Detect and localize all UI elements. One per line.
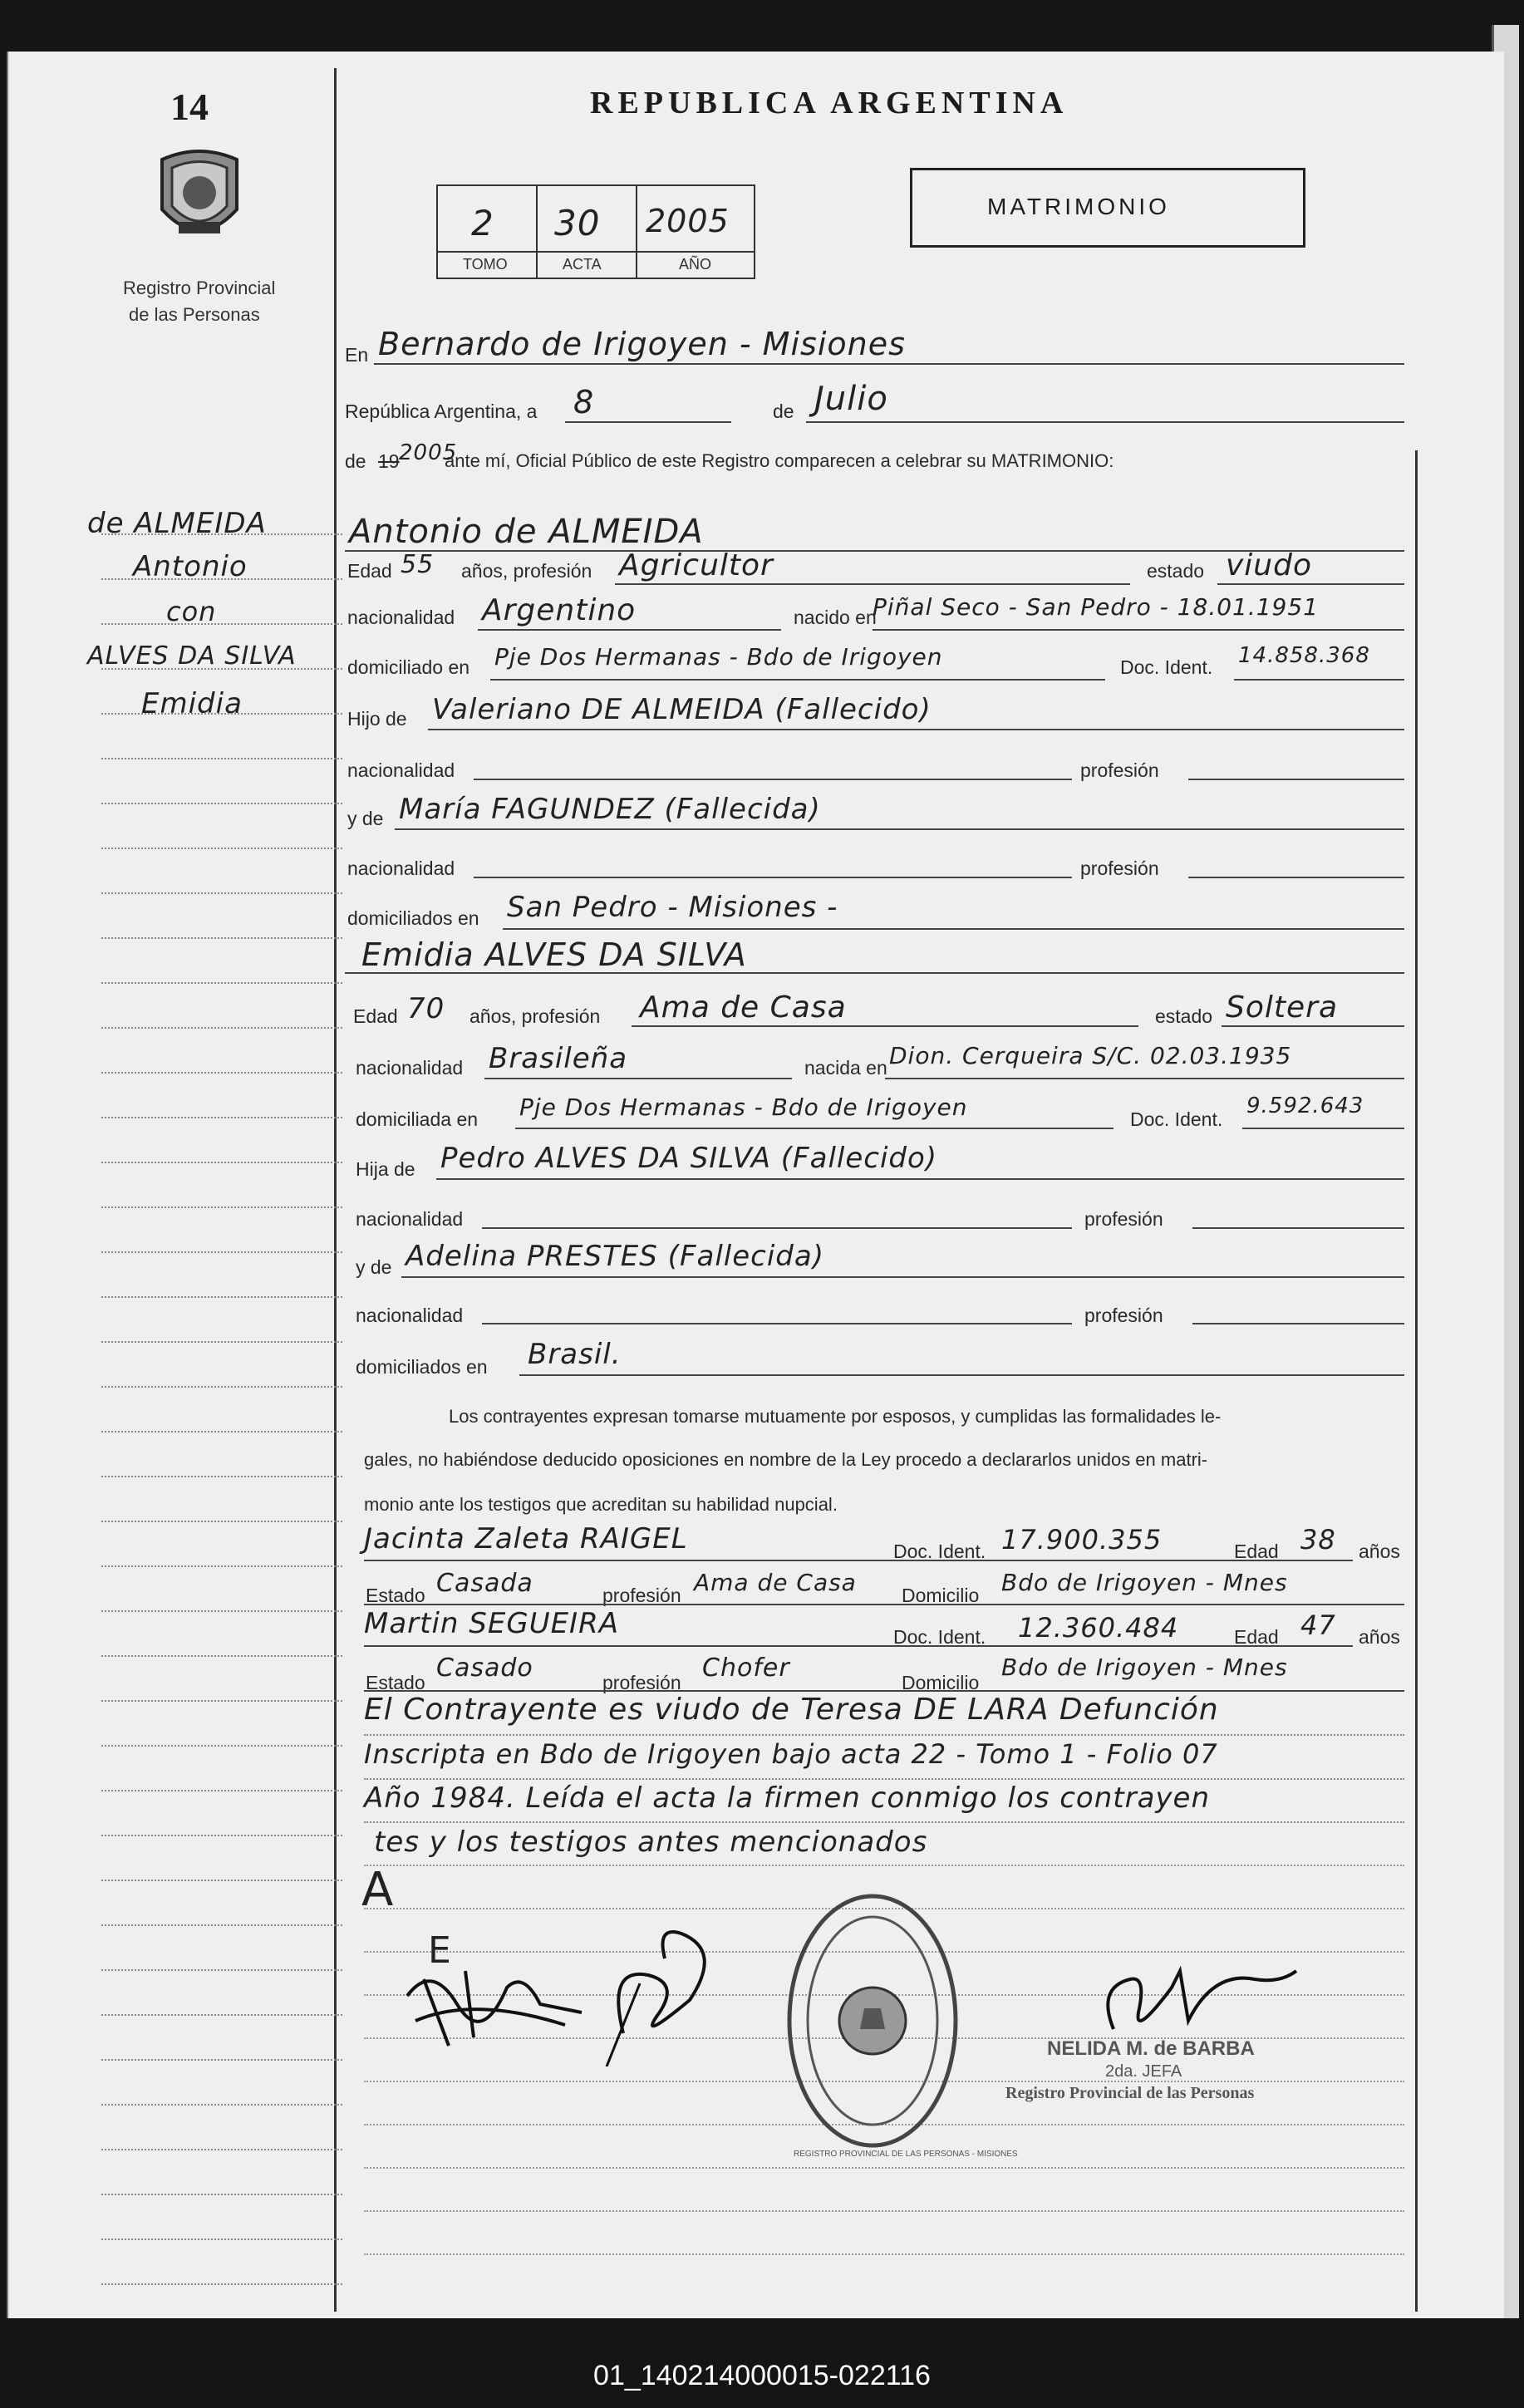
- registry-line2: de las Personas: [129, 304, 260, 325]
- witness1-line2: [364, 1604, 1404, 1605]
- groom-name: Antonio de ALMEIDA: [349, 513, 704, 551]
- tomo-label: TOMO: [463, 256, 508, 273]
- margin-rule: [101, 1610, 342, 1612]
- republica-label: República Argentina, a: [345, 401, 538, 422]
- witness2-dom-label: Domicilio: [902, 1672, 980, 1693]
- margin-rule: [101, 713, 342, 715]
- book-divider-h: [438, 251, 754, 253]
- declaration-line2: gales, no habiéndose deducido oposiciones en nombre de la Ley procedo a declararlos unidos en matri-: [364, 1449, 1208, 1470]
- witness1-doc: 17.900.355: [1001, 1524, 1163, 1555]
- groom-nacido-line: [873, 629, 1404, 631]
- de-label: de: [773, 401, 794, 422]
- bride-yde-label: y de: [356, 1256, 392, 1278]
- body-rule: [364, 2210, 1404, 2212]
- margin-rule: [101, 2104, 342, 2106]
- margin-divider: [334, 68, 337, 2312]
- bride-name-line: [345, 972, 1404, 974]
- groom-dom-line: [490, 679, 1105, 681]
- margin-rule: [101, 1431, 342, 1433]
- document-page: [7, 52, 1504, 2318]
- groom-nac-label: nacionalidad: [347, 607, 455, 628]
- margin-rule: [101, 848, 342, 849]
- witness1-estado: Casada: [436, 1569, 533, 1598]
- groom-prof3-line: [1188, 877, 1404, 878]
- country-title: REPUBLICA ARGENTINA: [590, 86, 1069, 120]
- bride-domp-label: domiciliados en: [356, 1356, 488, 1378]
- declaration-line1: Los contrayentes expresan tomarse mutuamente por esposos, y cumplidas las formalidades le-: [449, 1406, 1222, 1427]
- groom-domp-label: domiciliados en: [347, 907, 479, 929]
- groom-mother-line: [395, 828, 1404, 830]
- page-number: 14: [170, 86, 209, 128]
- bride-mother-line: [401, 1276, 1404, 1278]
- intro-text: ante mí, Oficial Público de este Registro comparecen a celebrar su MATRIMONIO:: [445, 450, 1114, 471]
- year-struck: 19: [378, 450, 400, 472]
- margin-bride-surname: ALVES DA SILVA: [87, 641, 297, 671]
- witness1-dom-label: Domicilio: [902, 1585, 980, 1606]
- bride-nac2-label: nacionalidad: [356, 1208, 464, 1230]
- notes-rule2: [364, 1778, 1404, 1780]
- bride-edad-label: Edad: [353, 1005, 398, 1027]
- groom-hijo-label: Hijo de: [347, 708, 407, 730]
- margin-rule: [101, 1476, 342, 1477]
- witness1-anos-label: años: [1359, 1541, 1400, 1562]
- groom-edad-label: Edad: [347, 560, 392, 582]
- witness2-edad-label: Edad: [1234, 1626, 1279, 1648]
- official-org: Registro Provincial de las Personas: [1005, 2084, 1255, 2102]
- bride-mother: Adelina PRESTES (Fallecida): [406, 1240, 824, 1273]
- bride-estado: Soltera: [1226, 990, 1339, 1025]
- witness2-estado-label: Estado: [366, 1672, 425, 1693]
- bride-doc: 9.592.643: [1246, 1093, 1364, 1118]
- margin-firstname: Antonio: [133, 550, 248, 583]
- margin-rule: [101, 1296, 342, 1298]
- margin-rule: [101, 937, 342, 939]
- margin-rule: [101, 1386, 342, 1388]
- margin-rule: [101, 2283, 342, 2285]
- book-divider-2: [636, 186, 637, 278]
- margin-rule: [101, 803, 342, 804]
- groom-anos-prof-label: años, profesión: [461, 560, 592, 582]
- witness1-prof-label: profesión: [602, 1585, 681, 1606]
- groom-dom-label: domiciliado en: [347, 656, 470, 678]
- witness2-anos-label: años: [1359, 1626, 1400, 1648]
- margin-rule: [101, 1341, 342, 1343]
- bride-dom-label: domiciliada en: [356, 1108, 479, 1130]
- groom-parents-dom: San Pedro - Misiones -: [507, 891, 838, 924]
- mark-a: A: [361, 1863, 395, 1917]
- groom-domicilio: Pje Dos Hermanas - Bdo de Irigoyen: [494, 643, 943, 671]
- bride-domp-line: [519, 1374, 1404, 1376]
- mark-e: E: [428, 1929, 452, 1972]
- witness2-profesion: Chofer: [702, 1654, 790, 1683]
- acta-value: 30: [554, 203, 601, 243]
- bride-nacionalidad: Brasileña: [489, 1042, 628, 1075]
- margin-rule: [101, 2014, 342, 2016]
- witness2-domicilio: Bdo de Irigoyen - Mnes: [1001, 1654, 1288, 1681]
- margin-rule: [101, 892, 342, 894]
- margin-bride-name: Emidia: [141, 687, 243, 720]
- groom-edad: 55: [401, 550, 435, 579]
- official-signature: [1089, 1954, 1305, 2046]
- notes-line4: tes y los testigos antes mencionados: [374, 1826, 928, 1859]
- bride-father-line: [436, 1178, 1404, 1180]
- witness2-prof-label: profesión: [602, 1672, 681, 1693]
- bride-prof3-line: [1192, 1323, 1404, 1324]
- margin-rule: [101, 1206, 342, 1208]
- bride-nacida: Dion. Cerqueira S/C. 02.03.1935: [889, 1042, 1292, 1069]
- month-value: Julio: [814, 380, 888, 418]
- year-value: 2005: [399, 440, 458, 465]
- signature-witness-1: [399, 1946, 598, 2062]
- groom-prof-line: [615, 583, 1130, 585]
- ano-value: 2005: [646, 203, 730, 239]
- bride-estado-label: estado: [1155, 1005, 1213, 1027]
- groom-estado: viudo: [1226, 548, 1312, 582]
- acta-label: ACTA: [563, 256, 602, 273]
- groom-prof2-line: [1188, 779, 1404, 780]
- bride-nac2-line: [482, 1227, 1072, 1229]
- groom-prof3-label: profesión: [1080, 858, 1159, 879]
- groom-nac3-line: [474, 877, 1072, 878]
- bride-nacida-label: nacida en: [804, 1057, 887, 1079]
- signature-witness-2: [590, 1900, 740, 2066]
- groom-domp-line: [503, 928, 1404, 930]
- groom-doc-line: [1234, 679, 1404, 681]
- margin-surname: de ALMEIDA: [87, 507, 267, 540]
- margin-rule: [101, 578, 342, 580]
- groom-nac3-label: nacionalidad: [347, 858, 455, 879]
- groom-doc: 14.858.368: [1238, 643, 1370, 668]
- act-type-box: [910, 168, 1305, 248]
- margin-rule: [101, 1117, 342, 1118]
- de-year-label: de: [345, 450, 366, 472]
- margin-rule: [101, 1835, 342, 1836]
- margin-rule: [101, 1924, 342, 1926]
- bride-father: Pedro ALVES DA SILVA (Fallecido): [440, 1142, 938, 1175]
- margin-rule: [101, 1655, 342, 1657]
- witness1-domicilio: Bdo de Irigoyen - Mnes: [1001, 1569, 1288, 1596]
- groom-nacionalidad: Argentino: [482, 593, 637, 627]
- margin-rule: [101, 1745, 342, 1747]
- footer-id: 01_140214000015-022116: [593, 2360, 931, 2391]
- declaration-line3: monio ante los testigos que acreditan su habilidad nupcial.: [364, 1494, 838, 1515]
- margin-rule: [101, 2149, 342, 2150]
- witness1-edad: 38: [1300, 1524, 1336, 1555]
- margin-rule: [101, 1969, 342, 1971]
- day-value: 8: [573, 384, 595, 420]
- witness1-line: [364, 1560, 1353, 1561]
- day-line: [565, 421, 731, 423]
- right-border: [1415, 450, 1418, 2312]
- groom-yde-label: y de: [347, 808, 384, 829]
- bride-doc-line: [1242, 1128, 1404, 1129]
- bride-dom-line: [515, 1128, 1114, 1129]
- margin-rule: [101, 1565, 342, 1567]
- bride-domicilio: Pje Dos Hermanas - Bdo de Irigoyen: [519, 1093, 968, 1121]
- groom-nacido-label: nacido en: [794, 607, 877, 628]
- margin-rule: [101, 1027, 342, 1029]
- margin-con: con: [166, 596, 217, 627]
- notes-line3: Año 1984. Leída el acta la firmen conmigo los contrayen: [364, 1781, 1210, 1815]
- witness2-edad: 47: [1300, 1609, 1336, 1641]
- month-line: [806, 421, 1404, 423]
- groom-nac2-label: nacionalidad: [347, 759, 455, 781]
- groom-nac-line: [478, 629, 781, 631]
- body-rule: [364, 2253, 1404, 2255]
- groom-estado-label: estado: [1147, 560, 1205, 582]
- margin-rule: [101, 1700, 342, 1702]
- margin-rule: [101, 1880, 342, 1881]
- margin-rule: [101, 668, 342, 670]
- groom-nac2-line: [474, 779, 1072, 780]
- bride-prof-line: [632, 1025, 1138, 1027]
- witness2-doc-label: Doc. Ident.: [893, 1626, 986, 1648]
- bride-nac-label: nacionalidad: [356, 1057, 464, 1079]
- bride-estado-line: [1222, 1025, 1404, 1027]
- bride-nac-line: [484, 1078, 792, 1079]
- book-divider-1: [536, 186, 538, 278]
- ano-label: AÑO: [679, 256, 712, 273]
- bride-nacida-line: [885, 1078, 1404, 1079]
- notes-rule1: [364, 1734, 1404, 1736]
- margin-rule: [101, 2059, 342, 2061]
- bride-nac3-line: [482, 1323, 1072, 1324]
- margin-rule: [101, 533, 342, 535]
- groom-profesion: Agricultor: [619, 548, 774, 582]
- margin-rule: [101, 1790, 342, 1791]
- margin-rule: [101, 1251, 342, 1253]
- body-rule: [364, 1865, 1404, 1866]
- provincial-seal-icon: [154, 143, 245, 251]
- groom-doc-label: Doc. Ident.: [1120, 656, 1213, 678]
- margin-rule: [101, 623, 342, 625]
- place-value: Bernardo de Irigoyen - Misiones: [378, 326, 906, 362]
- witness2-line2: [364, 1690, 1404, 1692]
- notes-line2: Inscripta en Bdo de Irigoyen bajo acta 22 - Tomo 1 - Folio 07: [364, 1738, 1218, 1770]
- witness2-line: [364, 1645, 1353, 1647]
- notes-rule3: [364, 1821, 1404, 1823]
- margin-rule: [101, 1162, 342, 1163]
- bride-doc-label: Doc. Ident.: [1130, 1108, 1223, 1130]
- bride-edad: 70: [407, 992, 445, 1025]
- bride-anos-prof-label: años, profesión: [469, 1005, 601, 1027]
- witness1-edad-label: Edad: [1234, 1541, 1279, 1562]
- book-table: [436, 184, 755, 279]
- bride-parents-dom: Brasil.: [528, 1338, 622, 1371]
- margin-rule: [101, 758, 342, 759]
- bride-profesion: Ama de Casa: [640, 990, 847, 1025]
- witness2-name: Martin SEGUEIRA: [364, 1607, 619, 1640]
- margin-rule: [101, 982, 342, 984]
- groom-father-line: [428, 729, 1404, 730]
- groom-father: Valeriano DE ALMEIDA (Fallecido): [432, 693, 932, 726]
- groom-mother: María FAGUNDEZ (Fallecida): [399, 793, 821, 826]
- witness1-name: Jacinta Zaleta RAIGEL: [364, 1522, 688, 1555]
- witness1-estado-label: Estado: [366, 1585, 425, 1606]
- groom-nacido: Piñal Seco - San Pedro - 18.01.1951: [873, 593, 1320, 621]
- groom-prof2-label: profesión: [1080, 759, 1159, 781]
- official-stamp-icon: [781, 1888, 964, 2162]
- groom-estado-line: [1217, 583, 1404, 585]
- stamp-text: REGISTRO PROVINCIAL DE LAS PERSONAS - MISIONES: [794, 2150, 1018, 2159]
- body-rule: [364, 2167, 1404, 2169]
- witness1-profesion: Ama de Casa: [694, 1569, 857, 1596]
- witness2-estado: Casado: [436, 1654, 533, 1683]
- official-title: 2da. JEFA: [1105, 2062, 1182, 2081]
- bride-prof3-label: profesión: [1084, 1305, 1163, 1326]
- witness2-doc: 12.360.484: [1018, 1612, 1179, 1644]
- bride-hija-label: Hija de: [356, 1158, 415, 1180]
- tomo-value: 2: [471, 203, 494, 243]
- bride-nac3-label: nacionalidad: [356, 1305, 464, 1326]
- bride-prof2-label: profesión: [1084, 1208, 1163, 1230]
- registry-line1: Registro Provincial: [123, 278, 276, 298]
- en-label: En: [345, 344, 369, 366]
- act-type-label: MATRIMONIO: [987, 194, 1170, 219]
- bride-prof2-line: [1192, 1227, 1404, 1229]
- bride-name: Emidia ALVES DA SILVA: [361, 936, 747, 973]
- witness1-doc-label: Doc. Ident.: [893, 1541, 986, 1562]
- margin-rule: [101, 1072, 342, 1074]
- margin-rule: [101, 1521, 342, 1522]
- margin-rule: [101, 2194, 342, 2195]
- place-line: [374, 363, 1404, 365]
- official-name: NELIDA M. de BARBA: [1047, 2037, 1255, 2060]
- margin-rule: [101, 2238, 342, 2240]
- notes-line1: El Contrayente es viudo de Teresa DE LARA Defunción: [364, 1693, 1219, 1727]
